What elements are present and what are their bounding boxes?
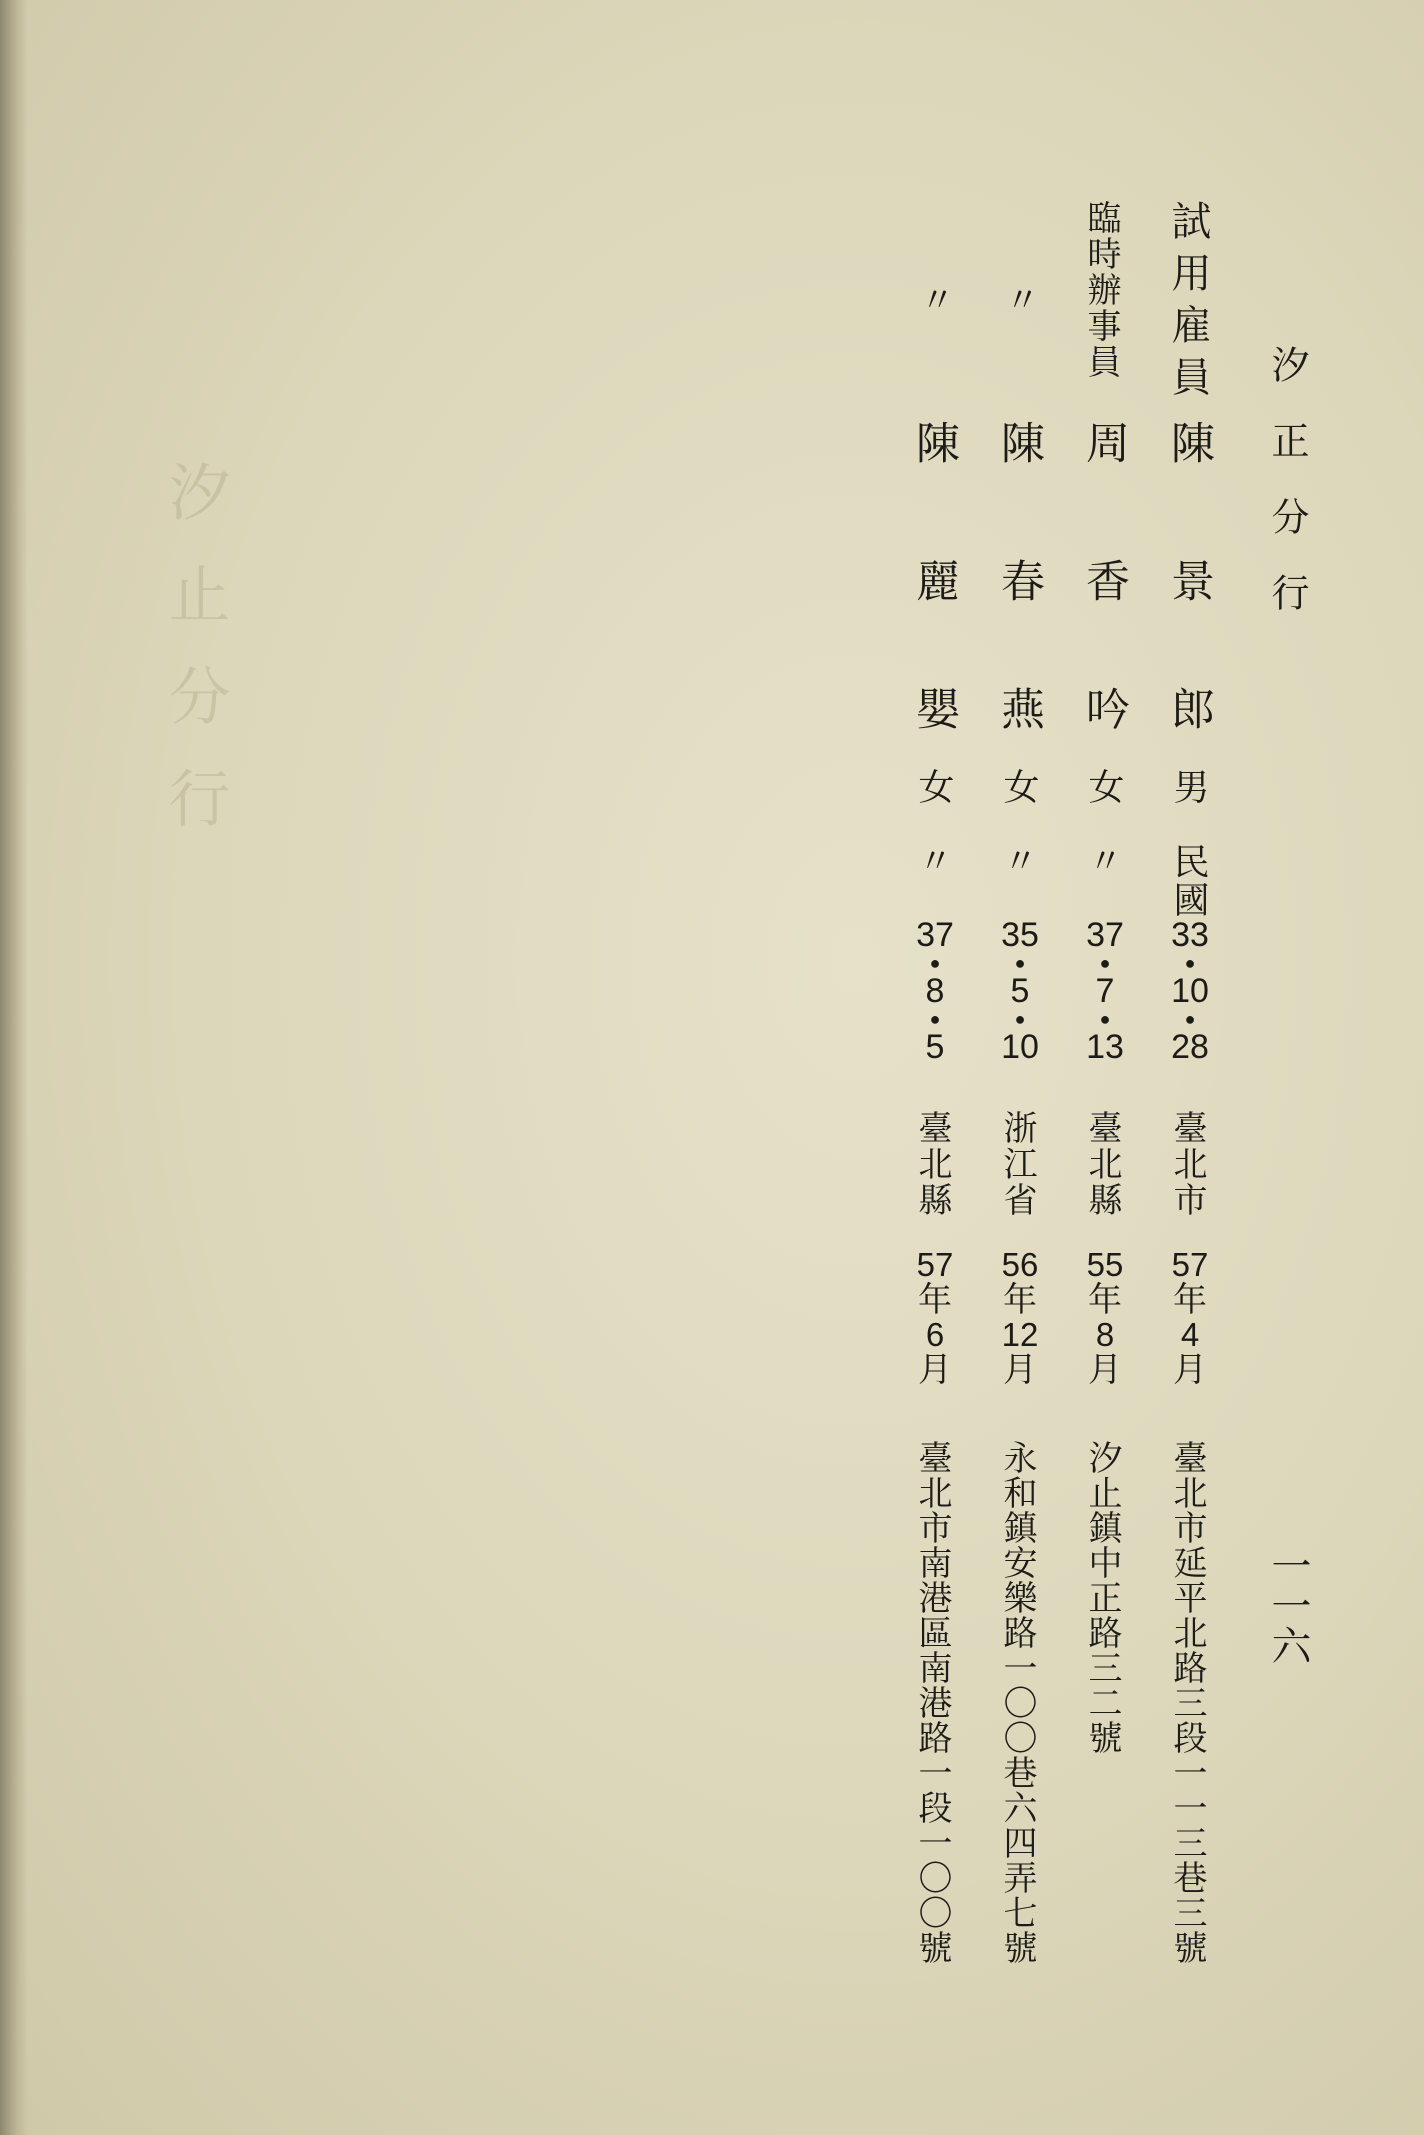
address: 臺北市南港區南港路一段一〇〇號 (912, 1440, 952, 1965)
appointment-date: 55 年 8 月 (1086, 1246, 1124, 1390)
date-of-birth: 37 ● 7 ● 13 (1075, 918, 1135, 1064)
name-char-3: 郎 (1163, 686, 1214, 730)
name-char-1: 陳 (908, 420, 959, 464)
book-gutter (0, 0, 28, 2135)
dob-year: 35 (1001, 916, 1039, 954)
native-place: 臺北縣 (1082, 1110, 1122, 1218)
job-title: 臨時辦事員 (1081, 200, 1121, 380)
dob-day: 13 (1086, 1028, 1124, 1066)
dob-month: 10 (1171, 972, 1209, 1010)
dob-month: 5 (1010, 972, 1030, 1010)
sex: 女 (1083, 768, 1124, 804)
bleed-through-text: 汐止分行 (158, 460, 231, 868)
sex: 女 (998, 768, 1039, 804)
dob-day: 10 (1001, 1028, 1039, 1066)
appointment-date: 56 年 12 月 (1001, 1246, 1039, 1390)
dob-month: 8 (925, 972, 945, 1010)
name-char-1: 陳 (1163, 420, 1214, 464)
page-number: 一一六 (1265, 1545, 1311, 1665)
sex: 男 (1168, 768, 1209, 804)
native-place: 浙江省 (997, 1110, 1037, 1218)
name-char-2: 香 (1078, 558, 1129, 602)
era: 民國 (1168, 843, 1209, 919)
name-char-1: 周 (1078, 420, 1129, 464)
name-char-1: 陳 (993, 420, 1044, 464)
name-char-2: 春 (993, 558, 1044, 602)
dob-year: 37 (1086, 916, 1124, 954)
dob-day: 28 (1171, 1028, 1209, 1066)
dob-year: 33 (1171, 916, 1209, 954)
name-char-3: 嬰 (908, 686, 959, 730)
dob-year: 37 (916, 916, 954, 954)
sex: 女 (913, 768, 954, 804)
address: 汐止鎮中正路三二號 (1082, 1440, 1122, 1755)
date-of-birth: 33 ● 10 ● 28 (1160, 918, 1220, 1064)
name-char-3: 吟 (1078, 686, 1129, 730)
era-ditto: 〃 (997, 843, 1037, 877)
name-char-2: 麗 (908, 558, 959, 602)
name-char-3: 燕 (993, 686, 1044, 730)
branch-heading: 汐正分行 (1265, 345, 1309, 649)
job-title-ditto: 〃 (999, 282, 1039, 316)
address: 永和鎮安樂路一〇〇巷六四弄七號 (997, 1440, 1037, 1965)
era-ditto: 〃 (1082, 843, 1122, 877)
job-title-ditto: 〃 (914, 282, 954, 316)
native-place: 臺北縣 (912, 1110, 952, 1218)
dob-day: 5 (925, 1028, 945, 1066)
appointment-date: 57 年 6 月 (916, 1246, 954, 1390)
native-place: 臺北市 (1167, 1110, 1207, 1218)
date-of-birth: 35 ● 5 ● 10 (990, 918, 1050, 1064)
date-of-birth: 37 ● 8 ● 5 (905, 918, 965, 1064)
dob-month: 7 (1095, 972, 1115, 1010)
name-char-2: 景 (1163, 558, 1214, 602)
address: 臺北市延平北路三段一一三巷三號 (1167, 1440, 1207, 1965)
job-title: 試用雇員 (1165, 200, 1211, 408)
era-ditto: 〃 (912, 843, 952, 877)
appointment-date: 57 年 4 月 (1171, 1246, 1209, 1390)
